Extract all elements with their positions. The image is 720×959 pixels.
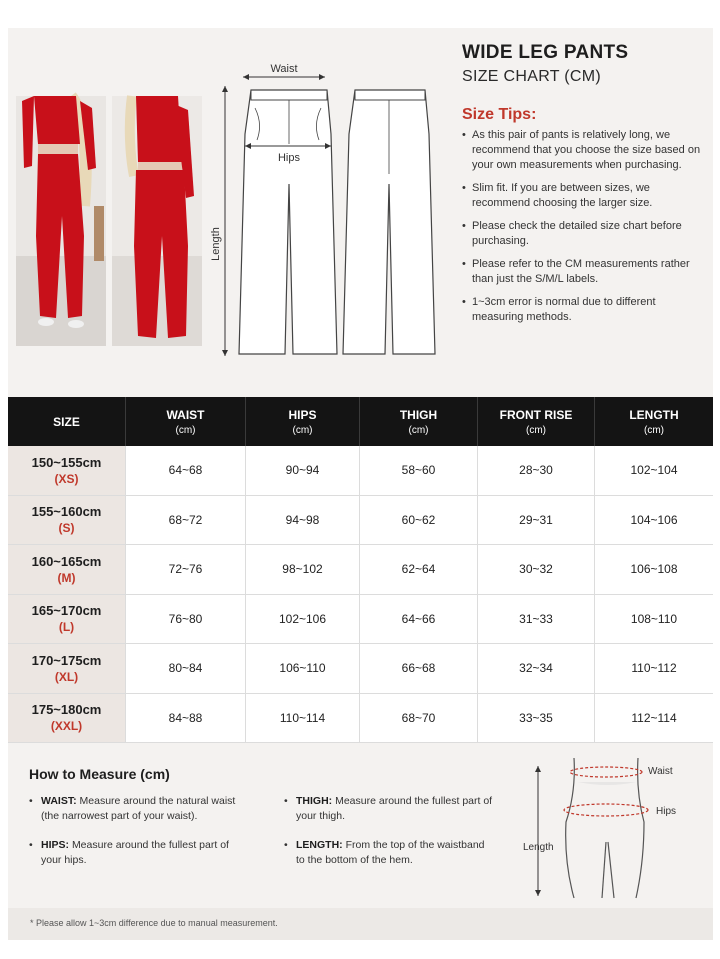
- header-thigh: THIGH (cm): [360, 397, 478, 446]
- size-tip: • Please check the detailed size chart before purchasing.: [462, 219, 707, 249]
- hips-cell: 102~106: [246, 595, 360, 644]
- front-rise-cell: 29~31: [478, 496, 595, 545]
- thigh-cell: 62~64: [360, 545, 478, 594]
- thigh-cell: 64~66: [360, 595, 478, 644]
- size-tips-heading: Size Tips:: [462, 106, 537, 123]
- header-hips: HIPS (cm): [246, 397, 360, 446]
- measure-text: From the top of the waistband to the bottom of the hem.: [296, 839, 485, 866]
- hips-cell: 98~102: [246, 545, 360, 594]
- measure-item-thigh: [284, 794, 494, 824]
- length-cell: 104~106: [630, 512, 678, 527]
- hips-cell: 110~114: [246, 694, 360, 743]
- thigh-cell: 58~60: [360, 446, 478, 495]
- front-rise-cell: 31~33: [478, 595, 595, 644]
- page-title: WIDE LEG PANTS: [462, 42, 629, 63]
- length-cell: 106~108: [630, 562, 678, 577]
- front-rise-cell: 28~30: [478, 446, 595, 495]
- table-row: [8, 446, 713, 496]
- waist-cell: 84~88: [126, 694, 246, 743]
- size-cell: 175~180cm (XXL): [8, 694, 126, 743]
- header-front-rise: FRONT RISE (cm): [478, 397, 595, 446]
- hips-label: Hips: [277, 152, 301, 164]
- thigh-cell: 60~62: [360, 496, 478, 545]
- size-tips-list: [462, 128, 707, 333]
- measure-term: LENGTH:: [296, 839, 343, 851]
- table-row: [8, 545, 713, 595]
- waist-cell: 76~80: [126, 595, 246, 644]
- hips-cell: 106~110: [246, 644, 360, 693]
- table-row: [8, 694, 713, 744]
- measure-term: HIPS:: [41, 839, 70, 851]
- size-tip: • As this pair of pants is relatively long, we recommend that you choose the size based on your own measurements when purchasing.: [462, 128, 707, 173]
- length-cell: 112~114: [631, 710, 677, 725]
- waist-cell: 64~68: [126, 446, 246, 495]
- table-row: [8, 644, 713, 694]
- measure-text: Measure around the natural waist (the narrowest part of your waist).: [41, 795, 236, 822]
- fig-hips-label: Hips: [656, 806, 677, 817]
- fig-length-label: Length: [523, 842, 554, 853]
- measure-text: Measure around the fullest part of your thigh.: [296, 795, 493, 822]
- waist-cell: 72~76: [126, 545, 246, 594]
- size-chart-page: [8, 28, 713, 940]
- table-row: [8, 496, 713, 546]
- header-length: LENGTH (cm): [629, 407, 679, 436]
- waist-cell: 68~72: [126, 496, 246, 545]
- length-cell: 102~104: [630, 463, 678, 478]
- measure-item-hips: [29, 838, 249, 868]
- size-cell: 160~165cm (M): [8, 545, 126, 594]
- product-photo-front: [16, 96, 106, 346]
- header-size: SIZE: [8, 397, 126, 446]
- measure-item-waist: [29, 794, 249, 824]
- thigh-cell: 68~70: [360, 694, 478, 743]
- hips-cell: 90~94: [246, 446, 360, 495]
- table-header-row: [8, 397, 713, 446]
- thigh-cell: 66~68: [360, 644, 478, 693]
- measure-term: THIGH:: [296, 795, 333, 807]
- length-cell: 110~112: [631, 661, 677, 676]
- size-tip: • Slim fit. If you are between sizes, we recommend choosing the larger size.: [462, 181, 707, 211]
- hips-cell: 94~98: [246, 496, 360, 545]
- pants-flat-diagram: [210, 63, 443, 364]
- size-cell: 155~160cm (S): [8, 496, 126, 545]
- footnote: * Please allow 1~3cm difference due to manual measurement.: [30, 918, 278, 928]
- size-tip: • Please refer to the CM measurements rather than just the S/M/L labels.: [462, 257, 707, 287]
- waist-cell: 80~84: [126, 644, 246, 693]
- how-to-measure-title: How to Measure (cm): [29, 766, 170, 782]
- table-row: [8, 595, 713, 645]
- body-measure-diagram: [518, 752, 698, 902]
- length-label: Length: [210, 227, 222, 261]
- measure-text: Measure around the fullest part of your hips.: [41, 839, 229, 866]
- fig-waist-label: Waist: [648, 766, 673, 777]
- size-table: [8, 397, 713, 743]
- size-cell: 150~155cm (XS): [8, 446, 126, 495]
- header-waist: WAIST (cm): [126, 397, 246, 446]
- measure-term: WAIST:: [41, 795, 77, 807]
- size-tip: • 1~3cm error is normal due to different measuring methods.: [462, 295, 707, 325]
- size-cell: 165~170cm (L): [8, 595, 126, 644]
- measure-item-length: [284, 838, 494, 868]
- page-subtitle: SIZE CHART (CM): [462, 68, 602, 85]
- waist-label: Waist: [270, 63, 298, 75]
- front-rise-cell: 30~32: [478, 545, 595, 594]
- product-photo-back: [112, 96, 202, 346]
- length-cell: 108~110: [630, 611, 678, 626]
- size-cell: 170~175cm (XL): [8, 644, 126, 693]
- front-rise-cell: 33~35: [478, 694, 595, 743]
- front-rise-cell: 32~34: [478, 644, 595, 693]
